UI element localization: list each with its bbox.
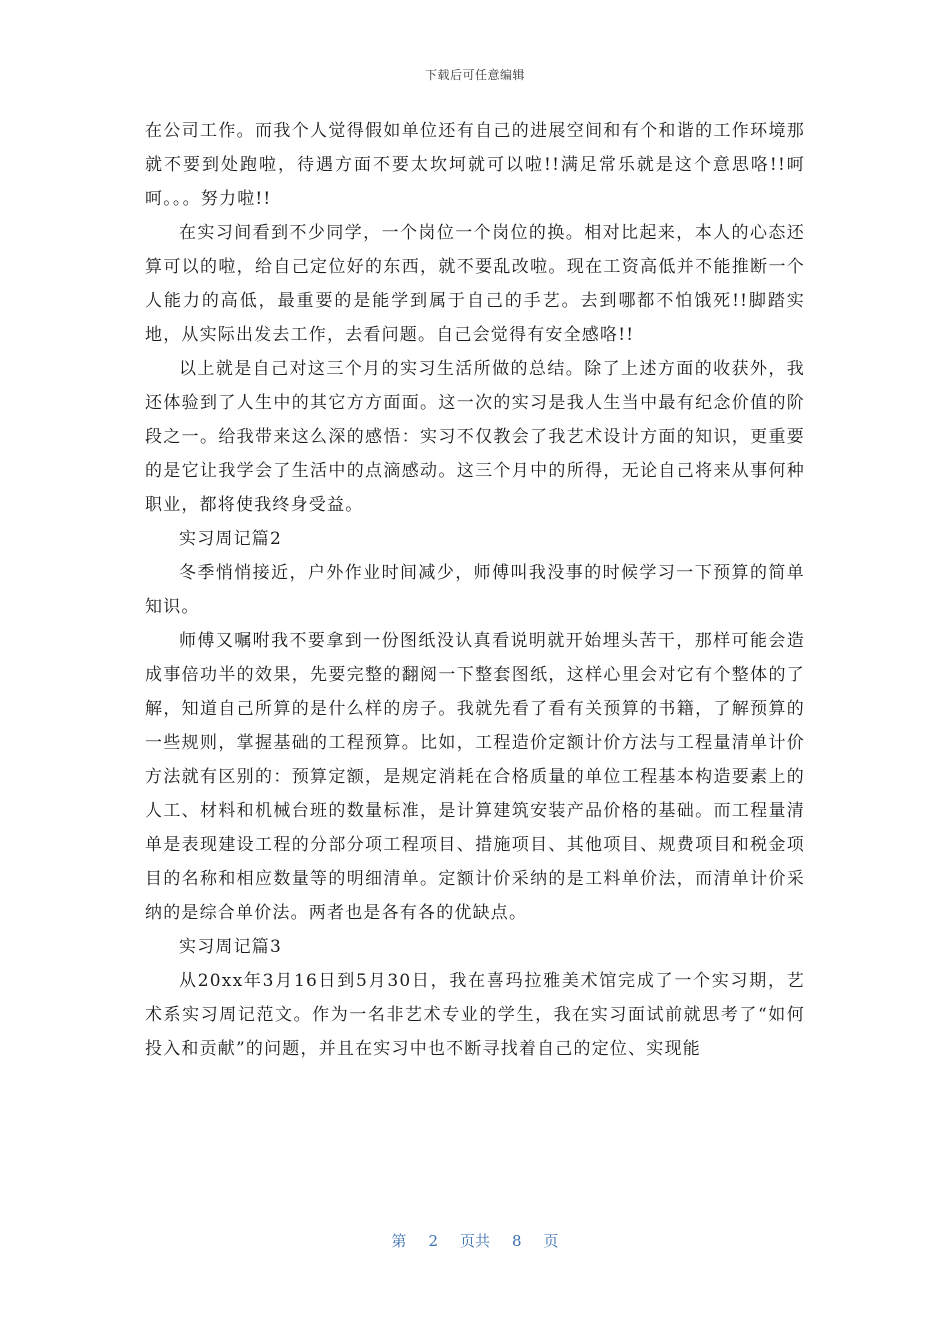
- paragraph-3: 以上就是自己对这三个月的实习生活所做的总结。除了上述方面的收获外，我还体验到了人生中的其它方方面面。这一次的实习是我人生当中最有纪念价值的阶段之一。给我带来这么深的感悟：实习不仅教会了我艺术设计方面的知识，更重要的是它让我学会了生活中的点滴感动。这三个月中的所得，无论自己将来从事何种职业，都将使我终身受益。: [145, 359, 805, 515]
- footer-gong: 页共: [459, 1232, 490, 1250]
- paragraph-1: 在公司工作。而我个人觉得假如单位还有自己的进展空间和有个和谐的工作环境那就不要到处跑啦，待遇方面不要太坎坷就可以啦!!满足常乐就是这个意思咯!!呵呵。。。努力啦!!: [145, 121, 805, 209]
- footer-di: 第: [391, 1232, 407, 1250]
- document-body: [145, 114, 805, 1066]
- paragraph-4: 冬季悄悄接近，户外作业时间减少，师傅叫我没事的时候学习一下预算的简单知识。: [145, 563, 805, 617]
- footer-total-pages: 8: [512, 1232, 522, 1250]
- paragraph-6: 从20xx年3月16日到5月30日，我在喜玛拉雅美术馆完成了一个实习期，艺术系实习周记范文。作为一名非艺术专业的学生，我在实习面试前就思考了“如何投入和贡献”的问题，并且在实习中也不断寻找着自己的定位、实现能: [145, 971, 805, 1059]
- footer-ye: 页: [543, 1232, 559, 1250]
- section-heading-2: 实习周记篇2: [179, 529, 283, 549]
- section-heading-3: 实习周记篇3: [179, 937, 283, 957]
- page-footer: [0, 1230, 950, 1251]
- paragraph-5: 师傅又嘱咐我不要拿到一份图纸没认真看说明就开始埋头苦干，那样可能会造成事倍功半的效果，先要完整的翻阅一下整套图纸，这样心里会对它有个整体的了解，知道自己所算的是什么样的房子。我就先看了看有关预算的书籍，了解预算的一些规则，掌握基础的工程预算。比如，工程造价定额计价方法与工程量清单计价方法就有区别的：预算定额，是规定消耗在合格质量的单位工程基本构造要素上的人工、材料和机械台班的数量标准，是计算建筑安装产品价格的基础。而工程量清单是表现建设工程的分部分项工程项目、措施项目、其他项目、规费项目和税金项目的名称和相应数量等的明细清单。定额计价采纳的是工料单价法，而清单计价采纳的是综合单价法。两者也是各有各的优缺点。: [145, 631, 805, 923]
- footer-current-page: 2: [428, 1232, 438, 1250]
- page-header: 下载后可任意编辑: [424, 68, 525, 82]
- paragraph-2: 在实习间看到不少同学，一个岗位一个岗位的换。相对比起来，本人的心态还算可以的啦，给自己定位好的东西，就不要乱改啦。现在工资高低并不能推断一个人能力的高低，最重要的是能学到属于自己的手艺。去到哪都不怕饿死!!脚踏实地，从实际出发去工作，去看问题。自己会觉得有安全感咯!!: [145, 223, 805, 345]
